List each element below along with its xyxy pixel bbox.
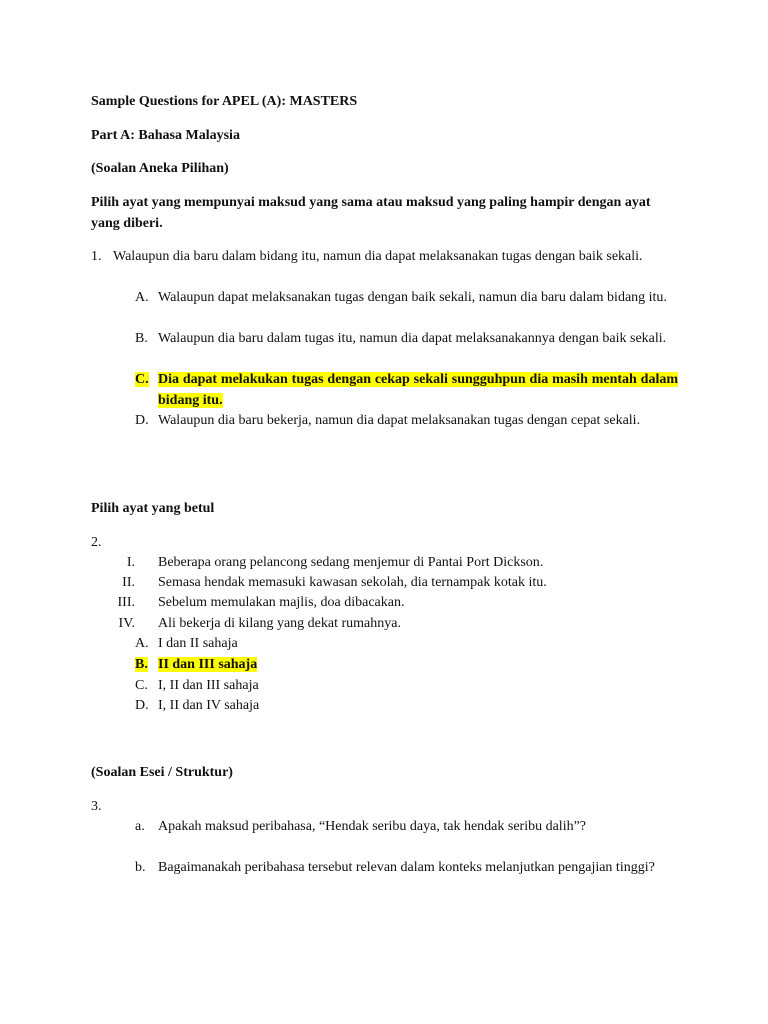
subquestion-label: b. bbox=[135, 860, 146, 875]
option-label: D. bbox=[135, 413, 149, 428]
statement-label: III. bbox=[117, 595, 135, 610]
section-heading-mcq: (Soalan Aneka Pilihan) bbox=[91, 161, 229, 176]
option-text: Walaupun dia baru dalam tugas itu, namun dia dapat melaksanakannya dengan baik sekali. bbox=[158, 331, 667, 346]
question-text bbox=[91, 247, 651, 268]
document-title: Sample Questions for APEL (A): MASTERS bbox=[91, 94, 358, 109]
question-number: 2. bbox=[91, 535, 102, 550]
statement-text: Ali bekerja di kilang yang dekat rumahnya. bbox=[158, 616, 401, 631]
option-label: A. bbox=[135, 290, 149, 305]
answer-label-highlight: B. bbox=[135, 657, 148, 672]
option-text: I, II dan IV sahaja bbox=[158, 698, 260, 713]
question-number: 1. bbox=[91, 249, 102, 264]
question-1-text: Walaupun dia baru dalam bidang itu, namun dia dapat melaksanakan tugas dengan baik sekali. bbox=[113, 249, 643, 264]
answer-text-highlight: Dia dapat melakukan tugas dengan cekap sekali sungguhpun dia masih mentah dalam bidang itu. bbox=[158, 372, 678, 408]
question-number: 3. bbox=[91, 799, 102, 814]
subquestion-label: a. bbox=[135, 819, 145, 834]
option-label: B. bbox=[135, 331, 148, 346]
answer-option-label bbox=[135, 655, 148, 676]
instruction-heading-2: Pilih ayat yang betul bbox=[91, 501, 215, 516]
statement-text: Beberapa orang pelancong sedang menjemur di Pantai Port Dickson. bbox=[158, 555, 544, 570]
option-label: C. bbox=[135, 678, 148, 693]
option-text: Walaupun dia baru bekerja, namun dia dapat melaksanakan tugas dengan cepat sekali. bbox=[158, 413, 641, 428]
option-text: I dan II sahaja bbox=[158, 636, 238, 651]
answer-option-text bbox=[158, 370, 678, 411]
answer-text-highlight: II dan III sahaja bbox=[158, 657, 258, 672]
statement-text: Sebelum memulakan majlis, doa dibacakan. bbox=[158, 595, 405, 610]
option-text: Walaupun dapat melaksanakan tugas dengan baik sekali, namun dia baru dalam bidang itu. bbox=[158, 290, 667, 305]
statement-label: I. bbox=[126, 555, 135, 570]
answer-label-highlight: C. bbox=[135, 372, 149, 387]
part-heading: Part A: Bahasa Malaysia bbox=[91, 128, 240, 143]
subquestion-text: Bagaimanakah peribahasa tersebut relevan dalam konteks melanjutkan pengajian tinggi? bbox=[158, 860, 655, 875]
option-text: I, II dan III sahaja bbox=[158, 678, 259, 693]
statement-text: Semasa hendak memasuki kawasan sekolah, dia ternampak kotak itu. bbox=[158, 575, 547, 590]
option-label: D. bbox=[135, 698, 149, 713]
statement-label: IV. bbox=[118, 616, 135, 631]
instruction-heading: Pilih ayat yang mempunyai maksud yang sama atau maksud yang paling hampir dengan ayat yang diberi. bbox=[91, 195, 651, 231]
answer-option-text bbox=[158, 655, 257, 676]
answer-option-label bbox=[135, 370, 149, 391]
option-label: A. bbox=[135, 636, 149, 651]
statement-label: II. bbox=[122, 575, 135, 590]
subquestion-text: Apakah maksud peribahasa, “Hendak seribu daya, tak hendak seribu dalih”? bbox=[158, 819, 587, 834]
section-heading-essay: (Soalan Esei / Struktur) bbox=[91, 765, 233, 780]
